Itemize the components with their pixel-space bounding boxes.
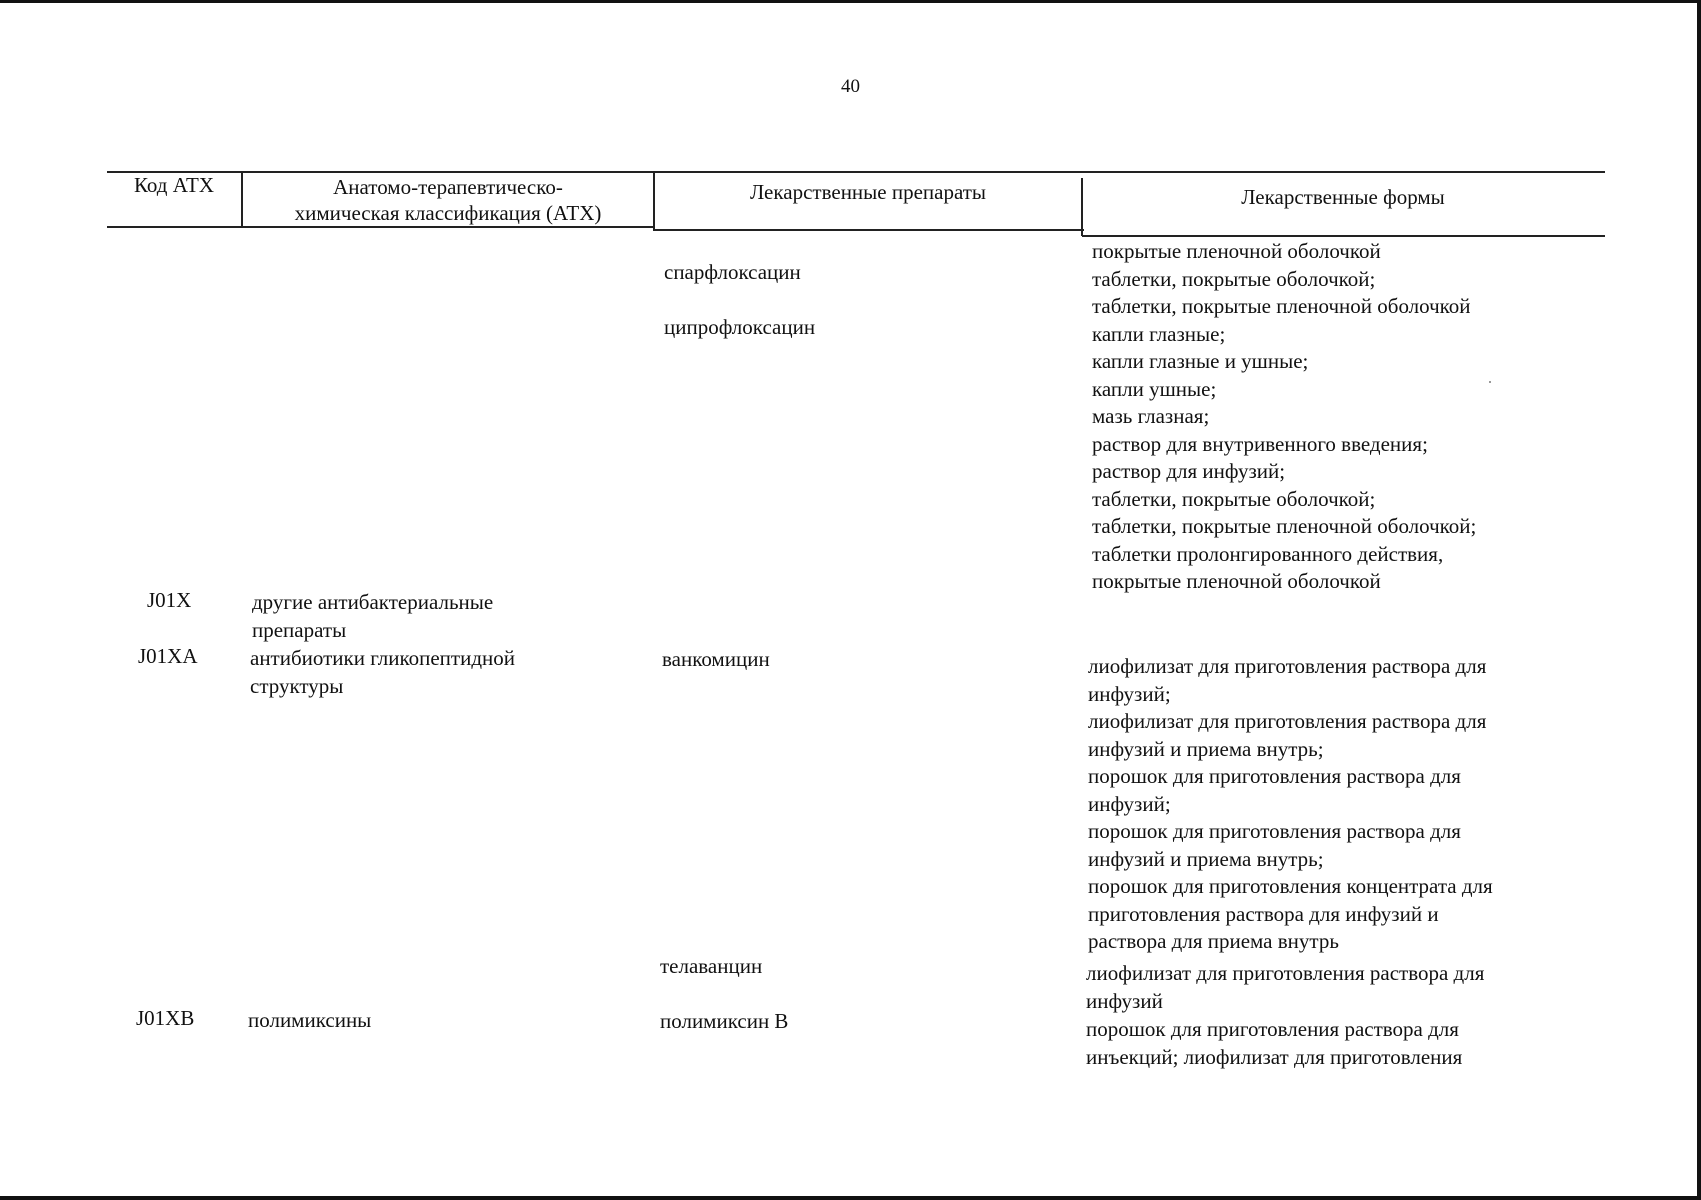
dosage-forms-list-fluoroquinolones: [1092, 238, 1476, 596]
atc-class-j01x: [252, 589, 493, 644]
dosage-form-item: таблетки, покрытые пленочной оболочкой;: [1092, 514, 1477, 538]
dosage-forms-list-polymyxin: [1086, 1016, 1462, 1071]
dosage-form-item: мазь глазная;: [1092, 404, 1210, 428]
dosage-form-item: лиофилизат для приготовления раствора для: [1086, 961, 1485, 985]
atc-code-j01x: J01X: [147, 588, 192, 612]
page-border-top: [0, 0, 1701, 3]
dosage-form-item: таблетки, покрытые оболочкой;: [1092, 486, 1376, 511]
page-number: 40: [841, 76, 860, 97]
scan-speck: [1489, 381, 1491, 383]
dosage-form-item: приготовления раствора для инфузий и: [1088, 901, 1439, 926]
dosage-form-item: капли ушные;: [1092, 376, 1217, 401]
header-bottom-rule-right: [1082, 235, 1605, 237]
dosage-form-item: таблетки, покрытые пленочной оболочкой: [1092, 294, 1471, 318]
dosage-form-item: капли глазные;: [1092, 321, 1226, 346]
dosage-form-item: лиофилизат для приготовления раствора для: [1088, 654, 1487, 678]
dosage-form-item: порошок для приготовления раствора для: [1088, 819, 1461, 843]
page-border-bottom: [0, 1196, 1701, 1200]
dosage-forms-list-vancomycin: [1088, 653, 1493, 956]
dosage-form-item: инфузий и приема внутрь;: [1088, 846, 1324, 871]
dosage-form-item: таблетки пролонгированного действия,: [1092, 541, 1444, 566]
header-bottom-rule-left: [107, 226, 654, 228]
atc-code-j01xa: J01XA: [138, 644, 198, 668]
atc-code-j01xb: J01XB: [136, 1006, 195, 1030]
atc-class-j01xa-text: антибиотики гликопептидной структуры: [250, 646, 516, 698]
drug-ciprofloxacin: ципрофлоксацин: [664, 315, 816, 339]
atc-class-j01xb: полимиксины: [248, 1008, 372, 1032]
drug-sparfloxacin: спарфлоксацин: [664, 260, 801, 284]
drug-polymyxin-b: полимиксин В: [660, 1009, 789, 1033]
dosage-form-item: раствор для инфузий;: [1092, 459, 1286, 483]
column-header-dosage-forms: Лекарственные формы: [1241, 185, 1445, 209]
dosage-form-item: инфузий;: [1088, 791, 1171, 816]
page-border-right: [1697, 0, 1701, 1200]
dosage-form-item: инъекций; лиофилизат для приготовления: [1086, 1044, 1463, 1069]
dosage-form-item: таблетки, покрытые оболочкой;: [1092, 266, 1376, 291]
dosage-form-item: инфузий: [1086, 988, 1163, 1013]
dosage-forms-list-telavancin: [1086, 960, 1484, 1015]
dosage-form-item: раствор для внутривенного введения;: [1092, 431, 1428, 456]
dosage-form-item: покрытые пленочной оболочкой: [1092, 569, 1381, 593]
column-header-drugs: Лекарственные препараты: [749, 180, 987, 204]
atc-class-j01xa: [250, 645, 515, 700]
column-header-atc-classification-text: Анатомо-терапевтическо- химическая классификация (АТХ): [294, 175, 602, 225]
drug-vancomycin: ванкомицин: [662, 647, 770, 671]
atc-class-j01x-text: другие антибактериальные препараты: [252, 590, 494, 642]
dosage-form-item: инфузий и приема внутрь;: [1088, 736, 1324, 761]
dosage-form-item: лиофилизат для приготовления раствора для: [1088, 709, 1487, 733]
dosage-form-item: порошок для приготовления концентрата для: [1088, 874, 1493, 898]
dosage-form-item: раствора для приема внутрь: [1088, 929, 1339, 953]
dosage-form-item: капли глазные и ушные;: [1092, 349, 1309, 373]
dosage-form-item: инфузий;: [1088, 681, 1171, 706]
header-bottom-rule-mid: [654, 229, 1084, 231]
drug-telavancin: телаванцин: [660, 954, 763, 978]
header-top-rule: [107, 171, 1605, 173]
dosage-form-item: порошок для приготовления раствора для: [1088, 764, 1461, 788]
dosage-form-item: покрытые пленочной оболочкой: [1092, 239, 1381, 263]
column-header-atc-classification: [243, 174, 653, 226]
column-header-atc-code: Код АТХ: [133, 173, 215, 197]
dosage-form-item: порошок для приготовления раствора для: [1086, 1017, 1459, 1041]
